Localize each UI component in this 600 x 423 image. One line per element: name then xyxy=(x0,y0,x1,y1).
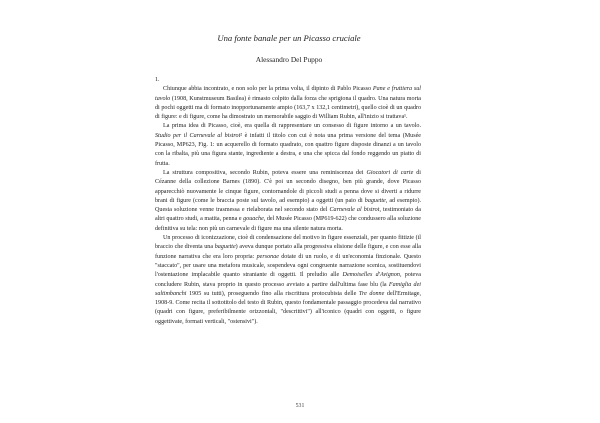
body-text xyxy=(155,76,421,327)
text-run: , poteva concludere Rubin, stava proprio in questo processo avviato a partire dall'ultima fase blu (la xyxy=(155,272,422,288)
text-run: La prima idea di Picasso, cioè, era quella di rappresentare un consesso di figure intorno a un tavolo. xyxy=(163,123,421,130)
text-run: , del Musée Picasso (MP619-622) che condussero alla soluzione definitiva su tela: non più un carnevale di figure ma una silente natura morta. xyxy=(155,216,421,232)
italic-title-run: Demoiselles d'Avignon xyxy=(342,272,400,279)
text-run: (1908, Kunstmuseum Basilea) è rimasto colpito dalla forza che sprigiona il quadro. Una natura morta di pochi oggetti ma di formato inopportunamente ampio (163,7 x 132,1 centimetri), quello cioè di un quadro di figure: e di figure, come ha dimostrato un memorabile saggio di William Rubin, all'inizio si trattava¹. xyxy=(155,95,421,121)
italic-title-run: Giocatori di carte xyxy=(366,169,414,176)
paragraph-2 xyxy=(155,122,421,168)
italic-title-run: Studio per il Carnevale al bistrot xyxy=(155,132,241,139)
paragraph-3 xyxy=(155,169,421,234)
text-run: ² è infatti il titolo con cui è nota una prima versione del tema (Musée Picasso, MP623, Fig. 1: un acquerello di formato quadrato, con quattro figure disposte dinanzi a un tavolo con la ribalta, più una figura stante, ingrediente a destra, e una che spicca dal fondo reggendo un piatto di frutta. xyxy=(155,132,421,167)
text-run: , ad esempio). Questa soluzione venne trasmessa e rielaborata nel secondo stato del xyxy=(155,197,422,214)
italic-title-run: Carnevale al bistrot xyxy=(329,207,380,214)
text-run: Chiunque abbia incontrato, e non solo per la prima volta, il dipinto di Pablo Picasso xyxy=(163,86,373,93)
italic-title-run: Pane e fruttiera sul tavolo xyxy=(155,86,421,102)
italic-title-run: baguette xyxy=(364,197,386,204)
text-run: 1905 su tutti), proseguendo fino alla riscrittura protocubista delle xyxy=(186,290,359,297)
italic-title-run: baguette xyxy=(214,244,236,251)
text-run: dotate di un ruolo, e di un'economia finzionale. Questo "staccato", per usare una metafora musicale, sospendeva ogni congruente narrazione scenica, sostituendovi l'ostentazione implacabile quanto straniante di oggetti. Il preludio alle xyxy=(155,253,421,279)
text-run: dell'Ermitage, 1908-9. Come recita il sottotitolo del testo di Rubin, questo fondamentale passaggio procedeva dal narrativo (quadri con figure, preferibilmente orizzontali, "descrittivi") all'iconico (quadri con oggetti, o figure oggettivate, formati verticali, "ostensivi"). xyxy=(155,290,421,325)
text-run: ) aveva dunque portato alla progressiva elisione delle figure, e con esse alla funzione narrativa che era loro propria: xyxy=(155,244,421,260)
text-run: di Cézanne della collezione Barnes (1890). C'è poi un secondo disegno, ben più grande, dove Picasso apparecchiò nuovamente le cinque figure, contornandole di piccoli studi a penna dove si diverti a ridurre brani di figure (come le braccia poste sul tavolo, ad esempio) a oggetti (un paio di xyxy=(155,169,422,204)
italic-title-run: Famiglia dei saltimbanchi xyxy=(155,281,421,297)
page-number: 531 xyxy=(295,403,305,409)
text-run: Un processo di iconizzazione, cioè di condensazione del motivo in figure essenziali, per quanto fittizie (il braccio che diventa una xyxy=(155,235,421,251)
paragraph-1 xyxy=(155,85,421,122)
section-number: 1. xyxy=(155,77,160,83)
italic-title-run: gouache xyxy=(243,216,264,223)
text-run: La struttura compositiva, secondo Rubin, poteva essere una reminiscenza dei xyxy=(163,169,367,176)
italic-title-run: personae xyxy=(256,253,279,260)
text-run: , testimoniato da altri quattro studi, a matita, penna e xyxy=(155,207,421,223)
italic-title-run: Tre donne xyxy=(358,290,385,297)
paragraph-4 xyxy=(155,234,421,327)
essay-title: Una fonte banale per un Picasso cruciale xyxy=(217,33,361,43)
author-name: Alessandro Del Puppo xyxy=(255,55,323,64)
